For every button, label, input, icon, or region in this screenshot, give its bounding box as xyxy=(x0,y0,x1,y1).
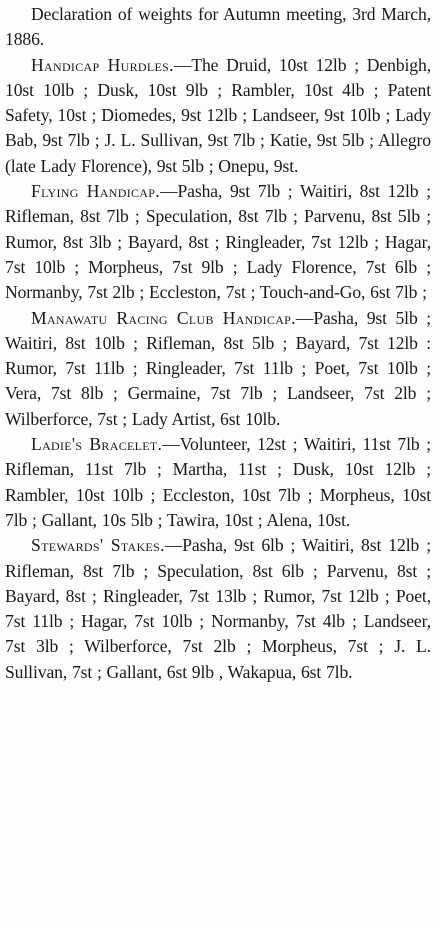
intro-paragraph xyxy=(5,2,431,53)
race-entries: —Volunteer, 12st ; Waitiri, 11st 7lb ; Rifleman, 11st 7lb ; Martha, 11st ; Dusk, 10st 12lb ; Rambler, 10st 10lb ; Eccleston, 10st 7lb ; Morpheus, 10st 7lb ; Gallant, 10s 5lb ; Tawira, 10st ; Alena, 10st. xyxy=(5,434,431,530)
race-entries: —Pasha, 9st 7lb ; Waitiri, 8st 12lb ; Rifleman, 8st 7lb ; Speculation, 8st 7lb ; Parvenu, 8st 5lb ; Rumor, 8st 3lb ; Bayard, 8st ; Ringleader, 7st 12lb ; Hagar, 7st 10lb ; Morpheus, 7st 9lb ; Lady Florence, 7st 6lb ; Normanby, 7st 2lb ; Eccleston, 7st ; Touch-and-Go, 6st 7lb ; xyxy=(5,181,431,303)
race-title: Handicap Hurdles. xyxy=(31,54,174,75)
race-handicap-hurdles xyxy=(5,53,431,179)
race-title: Ladie's Bracelet. xyxy=(31,434,163,455)
race-entries: —The Druid, 10st 12lb ; Denbigh, 10st 10lb ; Dusk, 10st 9lb ; Rambler, 10st 4lb ; Patent Safety, 10st ; Diomedes, 9st 12lb ; Landseer, 9st 10lb ; Lady Bab, 9st 7lb ; J. L. Sullivan, 9st 7lb ; Katie, 9st 5lb ; Allegro (late Lady Florence), 9st 5lb ; Onepu, 9st. xyxy=(5,54,431,176)
race-title: Manawatu Racing Club Handicap. xyxy=(31,307,296,328)
race-manawatu-racing-club-handicap xyxy=(5,306,431,432)
race-title: Stewards' Stakes. xyxy=(31,535,165,556)
race-flying-handicap xyxy=(5,179,431,305)
race-ladies-bracelet xyxy=(5,432,431,533)
intro-text: Declaration of weights for Autumn meeting, 3rd March, 1886. xyxy=(5,4,431,50)
race-entries: —Pasha, 9st 5lb ; Waitiri, 8st 10lb ; Rifleman, 8st 5lb ; Bayard, 7st 12lb : Rumor, 7st 11lb ; Ringleader, 7st 11lb ; Poet, 7st 10lb ; Vera, 7st 8lb ; Germaine, 7st 7lb ; Landseer, 7st 2lb ; Wilberforce, 7st ; Lady Artist, 6st 10lb. xyxy=(5,307,431,429)
race-stewards-stakes xyxy=(5,533,431,685)
race-entries: —Pasha, 9st 6lb ; Waitiri, 8st 12lb ; Rifleman, 8st 7lb ; Speculation, 8st 6lb ; Parvenu, 8st ; Bayard, 8st ; Ringleader, 7st 13lb ; Rumor, 7st 12lb ; Poet, 7st 11lb ; Hagar, 7st 10lb ; Normanby, 7st 4lb ; Landseer, 7st 3lb ; Wilberforce, 7st 2lb ; Morpheus, 7st ; J. L. Sullivan, 7st ; Gallant, 6st 9lb , Wakapua, 6st 7lb. xyxy=(5,535,431,682)
race-title: Flying Handicap. xyxy=(31,181,160,202)
